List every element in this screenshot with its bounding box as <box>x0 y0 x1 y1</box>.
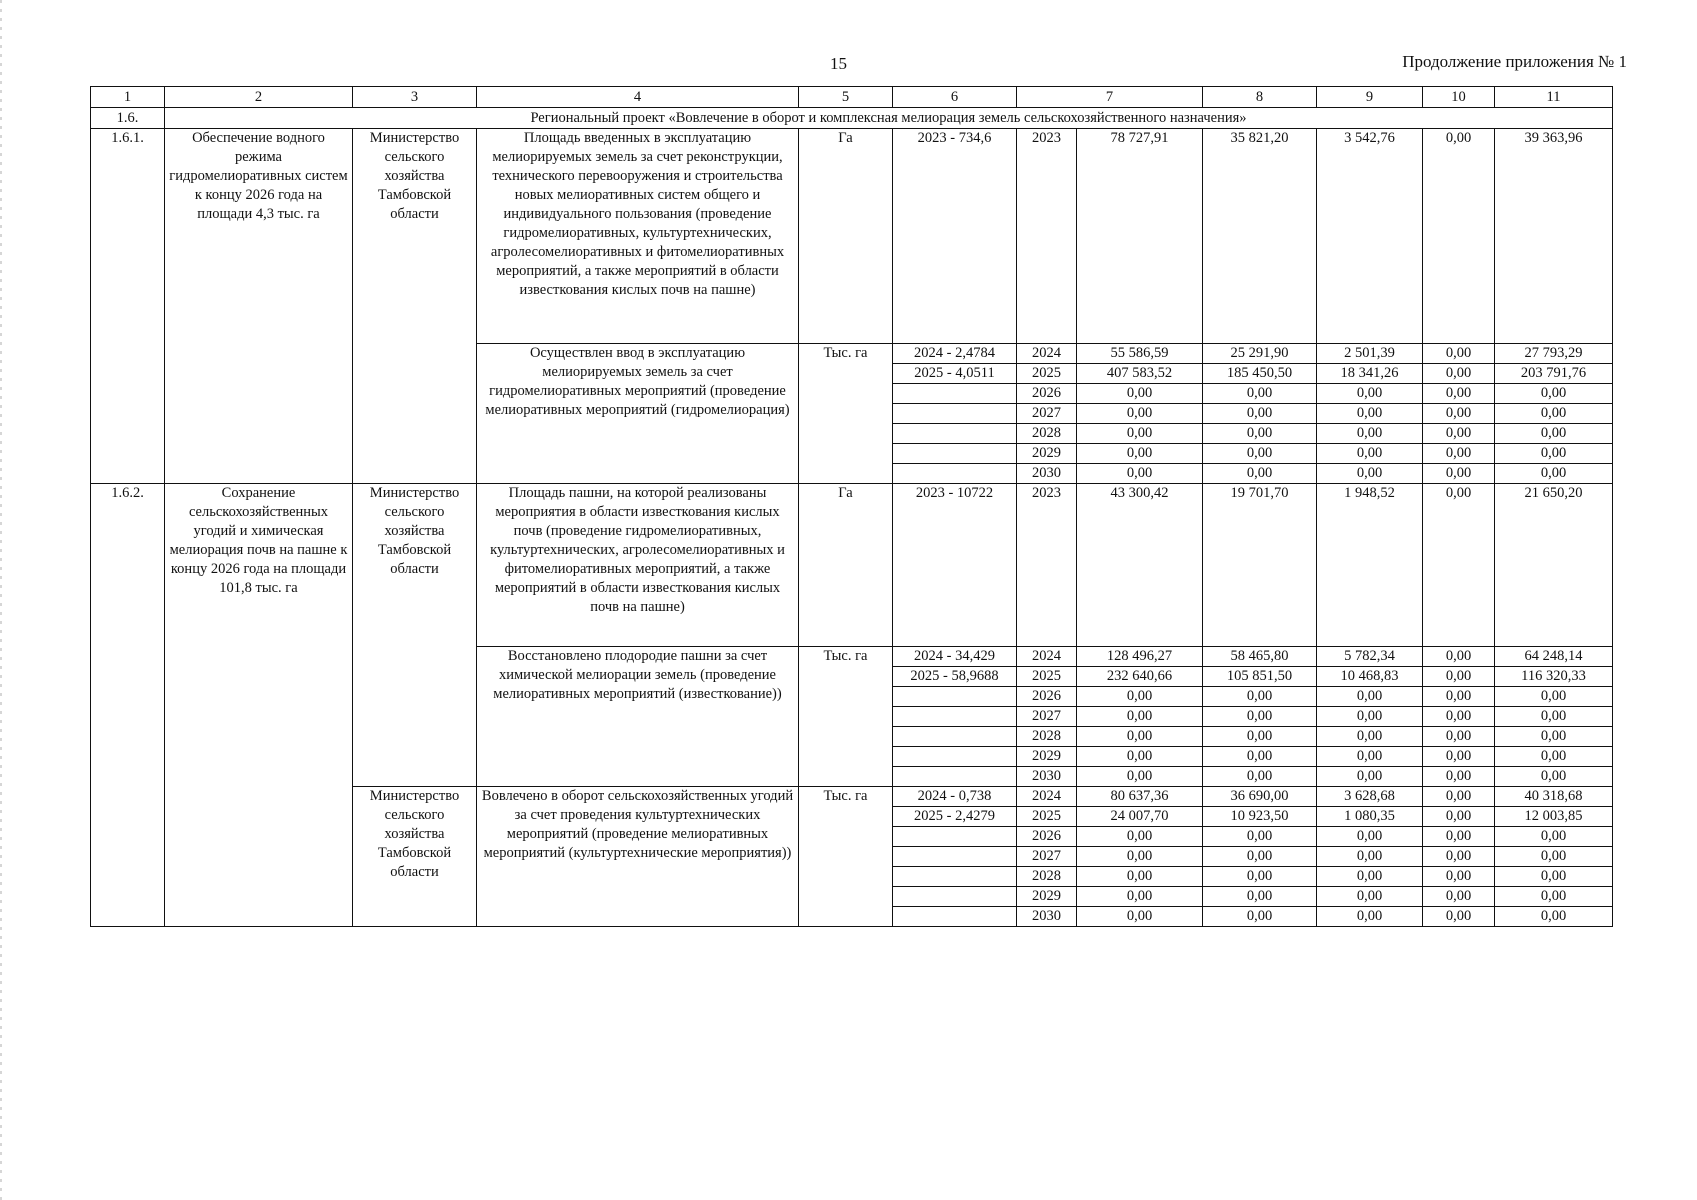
extrabudget-funding: 12 003,85 <box>1495 807 1613 827</box>
target-value: 2025 - 2,4279 <box>893 807 1017 827</box>
regional-funding: 0,00 <box>1317 404 1423 424</box>
indicator-name: Вовлечено в оборот сельскохозяйственных угодий за счет проведения культуртехнических мероприятий (проведение мелиоративных мероприятий (культуртехнические мероприятия)) <box>477 787 799 927</box>
federal-funding: 105 851,50 <box>1203 667 1317 687</box>
year-cell: 2028 <box>1017 727 1077 747</box>
header-cell: 3 <box>353 87 477 108</box>
header-cell: 8 <box>1203 87 1317 108</box>
regional-funding: 0,00 <box>1317 444 1423 464</box>
local-funding: 0,00 <box>1423 364 1495 384</box>
target-value <box>893 907 1017 927</box>
federal-funding: 0,00 <box>1203 424 1317 444</box>
target-value <box>893 887 1017 907</box>
total-funding: 0,00 <box>1077 887 1203 907</box>
indicator-unit: Тыс. га <box>799 344 893 484</box>
year-cell: 2030 <box>1017 907 1077 927</box>
regional-funding: 3 628,68 <box>1317 787 1423 807</box>
regional-funding: 0,00 <box>1317 827 1423 847</box>
federal-funding: 58 465,80 <box>1203 647 1317 667</box>
total-funding: 78 727,91 <box>1077 129 1203 344</box>
target-value: 2024 - 2,4784 <box>893 344 1017 364</box>
local-funding: 0,00 <box>1423 747 1495 767</box>
regional-funding: 0,00 <box>1317 847 1423 867</box>
regional-funding: 0,00 <box>1317 867 1423 887</box>
federal-funding: 19 701,70 <box>1203 484 1317 647</box>
extrabudget-funding: 0,00 <box>1495 404 1613 424</box>
federal-funding: 0,00 <box>1203 384 1317 404</box>
target-value <box>893 847 1017 867</box>
regional-funding: 0,00 <box>1317 687 1423 707</box>
year-cell: 2028 <box>1017 867 1077 887</box>
target-value: 2023 - 734,6 <box>893 129 1017 344</box>
year-cell: 2023 <box>1017 129 1077 344</box>
header-cell: 5 <box>799 87 893 108</box>
header-cell: 9 <box>1317 87 1423 108</box>
extrabudget-funding: 0,00 <box>1495 847 1613 867</box>
target-value <box>893 727 1017 747</box>
local-funding: 0,00 <box>1423 867 1495 887</box>
local-funding: 0,00 <box>1423 424 1495 444</box>
total-funding: 0,00 <box>1077 727 1203 747</box>
target-value: 2025 - 4,0511 <box>893 364 1017 384</box>
total-funding: 0,00 <box>1077 444 1203 464</box>
local-funding: 0,00 <box>1423 787 1495 807</box>
federal-funding: 0,00 <box>1203 464 1317 484</box>
year-cell: 2027 <box>1017 847 1077 867</box>
local-funding: 0,00 <box>1423 827 1495 847</box>
total-funding: 0,00 <box>1077 687 1203 707</box>
year-cell: 2029 <box>1017 747 1077 767</box>
header-cell: 1 <box>91 87 165 108</box>
federal-funding: 36 690,00 <box>1203 787 1317 807</box>
scan-edge-artifact <box>0 0 2 1200</box>
year-cell: 2026 <box>1017 687 1077 707</box>
continuation-caption: Продолжение приложения № 1 <box>1402 52 1627 71</box>
total-funding: 0,00 <box>1077 767 1203 787</box>
federal-funding: 35 821,20 <box>1203 129 1317 344</box>
year-cell: 2024 <box>1017 787 1077 807</box>
total-funding: 0,00 <box>1077 747 1203 767</box>
target-value <box>893 767 1017 787</box>
local-funding: 0,00 <box>1423 707 1495 727</box>
year-cell: 2029 <box>1017 444 1077 464</box>
header-cell: 6 <box>893 87 1017 108</box>
local-funding: 0,00 <box>1423 647 1495 667</box>
extrabudget-funding: 0,00 <box>1495 424 1613 444</box>
federal-funding: 0,00 <box>1203 847 1317 867</box>
year-cell: 2023 <box>1017 484 1077 647</box>
measure-name: Сохранение сельскохозяйственных угодий и химическая мелиорация почв на пашне к концу 2026 года на площади 101,8 тыс. га <box>165 484 353 927</box>
local-funding: 0,00 <box>1423 444 1495 464</box>
federal-funding: 0,00 <box>1203 887 1317 907</box>
indicator-name: Осуществлен ввод в эксплуатацию мелиорируемых земель за счет гидромелиоративных мероприятий (проведение мелиоративных мероприятий (гидромелиорация) <box>477 344 799 484</box>
total-funding: 0,00 <box>1077 907 1203 927</box>
regional-funding: 0,00 <box>1317 424 1423 444</box>
regional-funding: 3 542,76 <box>1317 129 1423 344</box>
extrabudget-funding: 0,00 <box>1495 827 1613 847</box>
year-cell: 2028 <box>1017 424 1077 444</box>
target-value <box>893 827 1017 847</box>
local-funding: 0,00 <box>1423 727 1495 747</box>
extrabudget-funding: 0,00 <box>1495 887 1613 907</box>
federal-funding: 10 923,50 <box>1203 807 1317 827</box>
header-row <box>91 87 1613 108</box>
year-cell: 2030 <box>1017 464 1077 484</box>
measure-name: Обеспечение водного режима гидромелиоративных систем к концу 2026 года на площади 4,3 тыс. га <box>165 129 353 484</box>
regional-funding: 5 782,34 <box>1317 647 1423 667</box>
local-funding: 0,00 <box>1423 667 1495 687</box>
measure-code: 1.6.2. <box>91 484 165 927</box>
total-funding: 128 496,27 <box>1077 647 1203 667</box>
appendix-table <box>90 86 1613 927</box>
table-body <box>91 87 1613 927</box>
regional-funding: 0,00 <box>1317 907 1423 927</box>
executor-name: Министерство сельского хозяйства Тамбовской области <box>353 787 477 927</box>
total-funding: 24 007,70 <box>1077 807 1203 827</box>
regional-funding: 0,00 <box>1317 707 1423 727</box>
header-cell: 10 <box>1423 87 1495 108</box>
local-funding: 0,00 <box>1423 129 1495 344</box>
extrabudget-funding: 39 363,96 <box>1495 129 1613 344</box>
header-cell: 11 <box>1495 87 1613 108</box>
regional-funding: 0,00 <box>1317 727 1423 747</box>
year-cell: 2025 <box>1017 364 1077 384</box>
section-row <box>91 108 1613 129</box>
header-cell: 2 <box>165 87 353 108</box>
year-cell: 2024 <box>1017 647 1077 667</box>
year-cell: 2029 <box>1017 887 1077 907</box>
regional-funding: 1 948,52 <box>1317 484 1423 647</box>
extrabudget-funding: 0,00 <box>1495 907 1613 927</box>
local-funding: 0,00 <box>1423 384 1495 404</box>
target-value <box>893 444 1017 464</box>
local-funding: 0,00 <box>1423 767 1495 787</box>
year-cell: 2027 <box>1017 404 1077 424</box>
extrabudget-funding: 0,00 <box>1495 444 1613 464</box>
extrabudget-funding: 203 791,76 <box>1495 364 1613 384</box>
extrabudget-funding: 21 650,20 <box>1495 484 1613 647</box>
target-value <box>893 404 1017 424</box>
executor-name: Министерство сельского хозяйства Тамбовской области <box>353 484 477 787</box>
year-cell: 2026 <box>1017 827 1077 847</box>
extrabudget-funding: 0,00 <box>1495 867 1613 887</box>
target-value <box>893 464 1017 484</box>
target-value: 2024 - 0,738 <box>893 787 1017 807</box>
year-cell: 2024 <box>1017 344 1077 364</box>
total-funding: 0,00 <box>1077 424 1203 444</box>
federal-funding: 0,00 <box>1203 707 1317 727</box>
extrabudget-funding: 0,00 <box>1495 767 1613 787</box>
table-row <box>91 484 1613 647</box>
federal-funding: 185 450,50 <box>1203 364 1317 384</box>
local-funding: 0,00 <box>1423 887 1495 907</box>
executor-name: Министерство сельского хозяйства Тамбовской области <box>353 129 477 484</box>
regional-funding: 10 468,83 <box>1317 667 1423 687</box>
total-funding: 0,00 <box>1077 847 1203 867</box>
federal-funding: 0,00 <box>1203 907 1317 927</box>
header-cell: 7 <box>1017 87 1203 108</box>
total-funding: 232 640,66 <box>1077 667 1203 687</box>
total-funding: 0,00 <box>1077 827 1203 847</box>
target-value <box>893 867 1017 887</box>
year-cell: 2025 <box>1017 667 1077 687</box>
local-funding: 0,00 <box>1423 404 1495 424</box>
federal-funding: 0,00 <box>1203 687 1317 707</box>
extrabudget-funding: 0,00 <box>1495 707 1613 727</box>
local-funding: 0,00 <box>1423 484 1495 647</box>
year-cell: 2025 <box>1017 807 1077 827</box>
year-cell: 2027 <box>1017 707 1077 727</box>
year-cell: 2026 <box>1017 384 1077 404</box>
federal-funding: 0,00 <box>1203 727 1317 747</box>
regional-funding: 0,00 <box>1317 747 1423 767</box>
total-funding: 407 583,52 <box>1077 364 1203 384</box>
local-funding: 0,00 <box>1423 907 1495 927</box>
federal-funding: 0,00 <box>1203 747 1317 767</box>
indicator-unit: Га <box>799 484 893 647</box>
indicator-name: Восстановлено плодородие пашни за счет химической мелиорации земель (проведение мелиоративных мероприятий (известкование)) <box>477 647 799 787</box>
regional-funding: 0,00 <box>1317 887 1423 907</box>
year-cell: 2030 <box>1017 767 1077 787</box>
total-funding: 55 586,59 <box>1077 344 1203 364</box>
total-funding: 0,00 <box>1077 707 1203 727</box>
total-funding: 0,00 <box>1077 384 1203 404</box>
target-value <box>893 384 1017 404</box>
extrabudget-funding: 40 318,68 <box>1495 787 1613 807</box>
target-value <box>893 424 1017 444</box>
extrabudget-funding: 0,00 <box>1495 384 1613 404</box>
extrabudget-funding: 0,00 <box>1495 464 1613 484</box>
regional-funding: 18 341,26 <box>1317 364 1423 384</box>
indicator-unit: Га <box>799 129 893 344</box>
extrabudget-funding: 116 320,33 <box>1495 667 1613 687</box>
total-funding: 43 300,42 <box>1077 484 1203 647</box>
indicator-name: Площадь введенных в эксплуатацию мелиорируемых земель за счет реконструкции, технического перевооружения и строительства новых мелиоративных систем общего и индивидуального пользования (проведение гидромелиоративных, культуртехнических, агролесомелиоративных и фитомелиоративных мероприятий, а также мероприятий в области известкования кислых почв на пашне) <box>477 129 799 344</box>
extrabudget-funding: 27 793,29 <box>1495 344 1613 364</box>
target-value <box>893 747 1017 767</box>
federal-funding: 0,00 <box>1203 827 1317 847</box>
total-funding: 0,00 <box>1077 867 1203 887</box>
regional-funding: 1 080,35 <box>1317 807 1423 827</box>
local-funding: 0,00 <box>1423 807 1495 827</box>
target-value: 2023 - 10722 <box>893 484 1017 647</box>
regional-funding: 0,00 <box>1317 384 1423 404</box>
target-value <box>893 707 1017 727</box>
indicator-unit: Тыс. га <box>799 647 893 787</box>
header-cell: 4 <box>477 87 799 108</box>
target-value <box>893 687 1017 707</box>
indicator-name: Площадь пашни, на которой реализованы мероприятия в области известкования кислых почв (проведение гидромелиоративных, культуртехнических, агролесомелиоративных и фитомелиоративных мероприятий, а также мероприятий в области известкования кислых почв на пашне) <box>477 484 799 647</box>
regional-funding: 0,00 <box>1317 767 1423 787</box>
federal-funding: 0,00 <box>1203 404 1317 424</box>
federal-funding: 0,00 <box>1203 867 1317 887</box>
page-number: 15 <box>830 54 847 73</box>
table-row <box>91 129 1613 344</box>
extrabudget-funding: 64 248,14 <box>1495 647 1613 667</box>
target-value: 2025 - 58,9688 <box>893 667 1017 687</box>
measure-code: 1.6.1. <box>91 129 165 484</box>
local-funding: 0,00 <box>1423 687 1495 707</box>
federal-funding: 0,00 <box>1203 767 1317 787</box>
extrabudget-funding: 0,00 <box>1495 747 1613 767</box>
local-funding: 0,00 <box>1423 847 1495 867</box>
section-title: Региональный проект «Вовлечение в оборот и комплексная мелиорация земель сельскохозяйственного назначения» <box>165 108 1613 129</box>
extrabudget-funding: 0,00 <box>1495 727 1613 747</box>
extrabudget-funding: 0,00 <box>1495 687 1613 707</box>
federal-funding: 25 291,90 <box>1203 344 1317 364</box>
local-funding: 0,00 <box>1423 344 1495 364</box>
regional-funding: 0,00 <box>1317 464 1423 484</box>
section-code: 1.6. <box>91 108 165 129</box>
regional-funding: 2 501,39 <box>1317 344 1423 364</box>
local-funding: 0,00 <box>1423 464 1495 484</box>
total-funding: 80 637,36 <box>1077 787 1203 807</box>
total-funding: 0,00 <box>1077 464 1203 484</box>
indicator-unit: Тыс. га <box>799 787 893 927</box>
target-value: 2024 - 34,429 <box>893 647 1017 667</box>
total-funding: 0,00 <box>1077 404 1203 424</box>
federal-funding: 0,00 <box>1203 444 1317 464</box>
